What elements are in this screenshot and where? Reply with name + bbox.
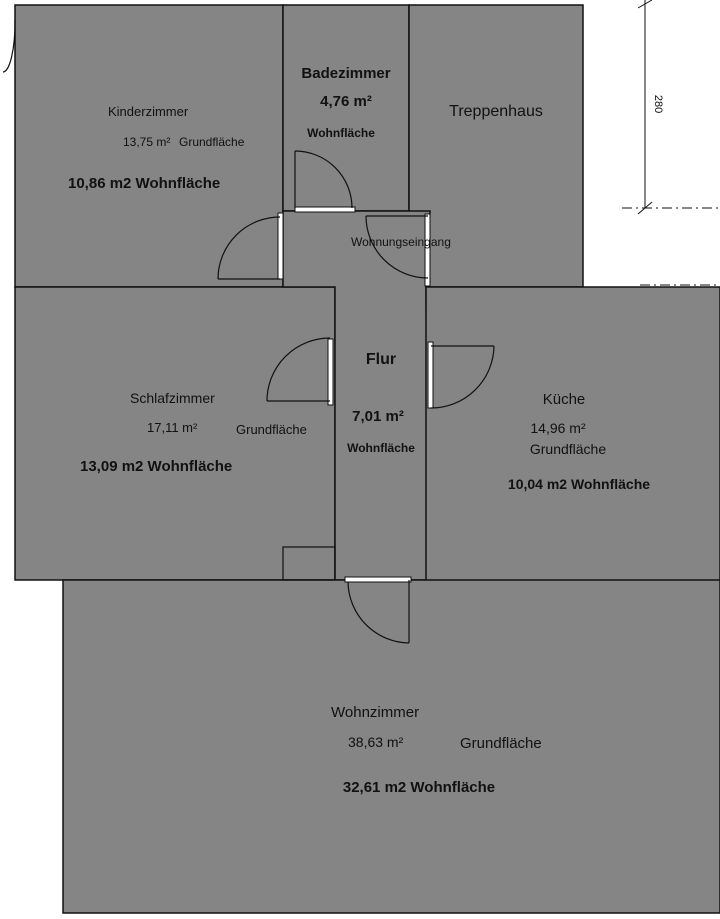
schlafzimmer-net: 13,09 m2 Wohnfläche [80, 458, 233, 475]
kueche-name: Küche [542, 391, 586, 408]
wohnzimmer-name: Wohnzimmer [331, 704, 420, 721]
dimension-label: 280 [652, 94, 664, 114]
treppenhaus-name: Treppenhaus [449, 103, 543, 120]
wohnzimmer-net: 32,61 m2 Wohnfläche [342, 779, 496, 796]
door-leaf [345, 577, 411, 582]
dimension-280 [622, 0, 720, 285]
schlafzimmer-gross-label: Grundfläche [236, 422, 307, 437]
wohnzimmer-gross-label: Grundfläche [460, 735, 542, 752]
badezimmer-name: Badezimmer [301, 65, 391, 82]
schlafzimmer-gross: 17,11 m² [147, 420, 198, 435]
door-leaf [295, 207, 355, 212]
badezimmer-area: 4,76 m² [320, 93, 372, 110]
kinderzimmer-gross: 13,75 m² [123, 135, 171, 149]
kinderzimmer-gross-label: Grundfläche [179, 135, 245, 149]
schlafzimmer-name: Schlafzimmer [130, 390, 215, 406]
door-leaf [428, 342, 433, 408]
kueche-gross-label: Grundfläche [529, 441, 607, 457]
wohnzimmer-gross: 38,63 m² [348, 734, 404, 750]
badezimmer-net-label: Wohnfläche [307, 126, 375, 140]
flur-area: 7,01 m² [352, 408, 404, 425]
flur-name: Flur [365, 351, 397, 368]
door-arc-partial [3, 20, 15, 72]
kueche-gross: 14,96 m² [530, 420, 586, 436]
kinderzimmer-name: Kinderzimmer [108, 104, 189, 119]
door-leaf [278, 213, 283, 279]
door-leaf [425, 214, 430, 286]
kueche-net: 10,04 m2 Wohnfläche [507, 476, 651, 492]
flur-net-label: Wohnfläche [347, 441, 415, 455]
door-leaf [328, 339, 333, 405]
kinderzimmer-net: 10,86 m2 Wohnfläche [68, 175, 221, 192]
wohnungseingang-name: Wohnungseingang [351, 235, 451, 249]
